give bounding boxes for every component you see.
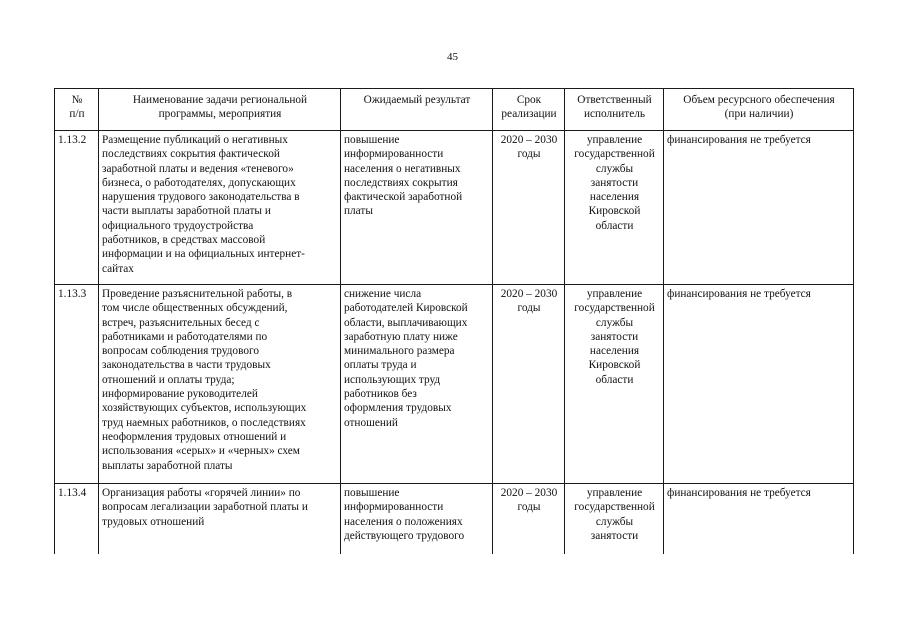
table-header-row xyxy=(55,89,854,131)
row-result: снижение числа работодателей Кировской области, выплачивающих заработную плату ниже минимального размера оплаты труда и использующих труд работников без оформления трудовых отношений xyxy=(341,285,493,484)
table-row xyxy=(55,484,854,554)
row-funding: финансирования не требуется xyxy=(664,285,854,484)
row-result: повышение информированности населения о положениях действующего трудового xyxy=(341,484,493,554)
row-number: 1.13.4 xyxy=(55,484,99,554)
header-term: Срок реализации xyxy=(493,89,565,131)
row-funding: финансирования не требуется xyxy=(664,131,854,285)
page-number: 45 xyxy=(447,51,458,63)
row-result: повышение информированности населения о негативных последствиях сокрытия фактической заработной платы xyxy=(341,131,493,285)
row-task: Размещение публикаций о негативных последствиях сокрытия фактической заработной платы и ведения «теневого» бизнеса, о работодателях, допускающих нарушения трудового законодательства в части выплаты заработной платы и официального трудоустройства работников, в средствах массовой информации и на официальных интернет- сайтах xyxy=(99,131,341,285)
row-task: Организация работы «горячей линии» по вопросам легализации заработной платы и трудовых отношений xyxy=(99,484,341,554)
row-term: 2020 – 2030 годы xyxy=(493,484,565,554)
row-number: 1.13.2 xyxy=(55,131,99,285)
table-row xyxy=(55,285,854,484)
measures-table xyxy=(54,88,854,554)
row-responsible: управление государственной службы занятости населения Кировской области xyxy=(565,131,664,285)
row-responsible: управление государственной службы занятости xyxy=(565,484,664,554)
row-funding: финансирования не требуется xyxy=(664,484,854,554)
row-number: 1.13.3 xyxy=(55,285,99,484)
header-responsible: Ответственный исполнитель xyxy=(565,89,664,131)
header-num: № п/п xyxy=(55,89,99,131)
table-row xyxy=(55,131,854,285)
row-task: Проведение разъяснительной работы, в том числе общественных обсуждений, встреч, разъяснительных бесед с работниками и работодателями по вопросам соблюдения трудового законодательства в части трудовых отношений и оплаты труда; информирование руководителей хозяйствующих субъектов, использующих труд наемных работников, о последствиях неоформления трудовых отношений и использования «серых» и «черных» схем выплаты заработной платы xyxy=(99,285,341,484)
header-funding: Объем ресурсного обеспечения (при наличии) xyxy=(664,89,854,131)
row-term: 2020 – 2030 годы xyxy=(493,285,565,484)
row-responsible: управление государственной службы занятости населения Кировской области xyxy=(565,285,664,484)
header-result: Ожидаемый результат xyxy=(341,89,493,131)
row-term: 2020 – 2030 годы xyxy=(493,131,565,285)
header-task: Наименование задачи региональной программы, мероприятия xyxy=(99,89,341,131)
